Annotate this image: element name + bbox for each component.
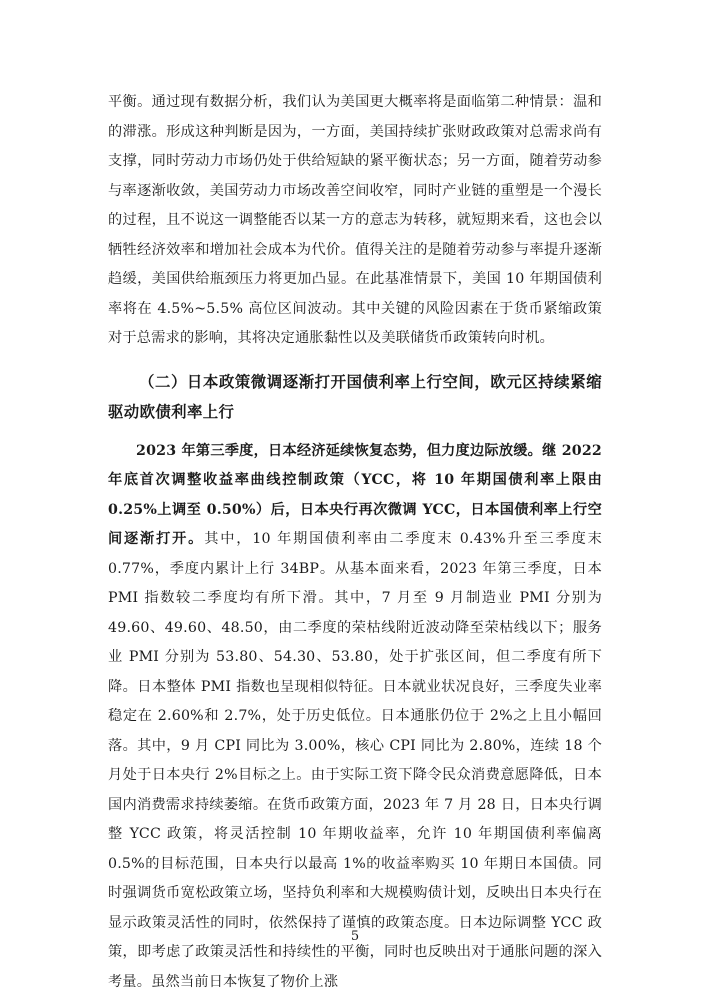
page-number: 5 — [350, 929, 360, 944]
body-paragraph — [108, 437, 602, 998]
body-rest: 其中，10 年期国债利率由二季度末 0.43%升至三季度末 0.77%，季度内累计上行 34BP。从基本面来看，2023 年第三季度，日本 PMI 指数较二季度均有所下滑。其中，7 月至 9 月制造业 PMI 分别为 49.60、49.60、48.50，由二季度的荣枯线附近波动降至荣枯线以下；服务业 PMI 分别为 53.80、54.30、53.80，处于扩张区间，但二季度有所下降。日本整体 PMI 指数也呈现相似特征。日本就业状况良好，三季度失业率稳定在 2.60%和 2.7%，处于历史低位。日本通胀仍位于 2%之上且小幅回落。其中，9 月 CPI 同比为 3.00%，核心 CPI 同比为 2.80%，连续 18 个月处于日本央行 2%目标之上。由于实际工资下降令民众消费意愿降低，日本国内消费需求持续萎缩。在货币政策方面，2023 年 7 月 28 日，日本央行调整 YCC 政策，将灵活控制 10 年期收益率，允许 10 年期国债利率偏离 0.5%的目标范围，日本央行以最高 1%的收益率购买 10 年期日本国债。同时强调货币宽松政策立场，坚持负利率和大规模购债计划，反映出日本央行在显示政策灵活性的同时，依然保持了谨慎的政策态度。日本边际调整 YCC 政策，即考虑了政策灵活性和持续性的平衡，同时也反映出对于通胀问题的深入考量。虽然当前日本恢复了物价上涨 — [108, 531, 603, 990]
intro-paragraph: 平衡。通过现有数据分析，我们认为美国更大概率将是面临第二种情景：温和的滞涨。形成这种判断是因为，一方面，美国持续扩张财政政策对总需求尚有支撑，同时劳动力市场仍处于供给短缺的紧平衡状态；另一方面，随着劳动参与率逐渐收敛，美国劳动力市场改善空间收窄，同时产业链的重塑是一个漫长的过程，且不说这一调整能否以某一方的意志为转移，就短期来看，这也会以牺牲经济效率和增加社会成本为代价。值得关注的是随着劳动参与率提升逐渐趋缓，美国供给瓶颈压力将更加凸显。在此基准情景下，美国 10 年期国债利率将在 4.5%~5.5% 高位区间波动。其中关键的风险因素在于货币紧缩政策对于总需求的影响，其将决定通胀黏性以及美联储货币政策转向时机。 — [108, 94, 602, 346]
body-lead-bold: 2023 年第三季度，日本经济延续恢复态势，但力度边际放缓。继 2022 年底首次调整收益率曲线控制政策（YCC，将 10 年期国债利率上限由 0.25%上调至 0.50%）后，日本央行再次微调 YCC，日本国债利率上行空间逐渐打开。 — [108, 442, 602, 547]
page-content — [108, 88, 602, 997]
section-heading: （二）日本政策微调逐渐打开国债利率上行空间，欧元区持续紧缩驱动欧债利率上行 — [108, 372, 602, 421]
